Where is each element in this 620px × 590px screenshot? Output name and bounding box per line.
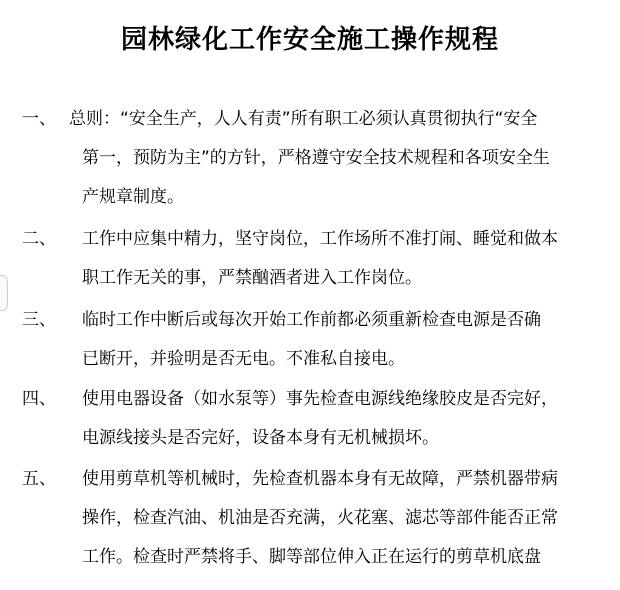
side-handle[interactable]: [0, 275, 8, 311]
section-line: 使用剪草机等机械时，先检查机器本身有无故障，严禁机器带病: [82, 469, 558, 489]
section-line: 已断开，并验明是否无电。不准私自接电。: [82, 349, 405, 369]
section-line: 操作，检查汽油、机油是否充满，火花塞、滤芯等部件能否正常: [82, 508, 558, 528]
section-line: 使用电器设备（如水泵等）事先检查电源线绝缘胶皮是否完好，: [82, 389, 558, 409]
section-line: 工作。检查时严禁将手、脚等部位伸入正在运行的剪草机底盘: [82, 547, 541, 567]
section-line: 临时工作中断后或每次开始工作前都必须重新检查电源是否确: [82, 310, 541, 330]
section-number: 三、: [22, 310, 56, 330]
section-line: 职工作无关的事，严禁酗酒者进入工作岗位。: [82, 268, 422, 288]
section-line: 电源线接头是否完好，设备本身有无机械损坏。: [82, 428, 439, 448]
section-line: 总则：“安全生产，人人有责”所有职工必须认真贯彻执行“安全: [69, 109, 538, 129]
document-title: 园林绿化工作安全施工操作规程: [120, 25, 499, 55]
section-number: 四、: [22, 389, 56, 409]
section-number: 五、: [22, 469, 56, 489]
section-text: [82, 380, 606, 458]
section-line: 工作中应集中精力，坚守岗位，工作场所不准打闹、睡觉和做本: [82, 229, 558, 249]
section-text: [82, 460, 606, 577]
section-text: [82, 301, 606, 379]
section-text: [69, 100, 606, 217]
section-line: 第一，预防为主”的方针，严格遵守安全技术规程和各项安全生: [82, 148, 550, 168]
section-line: 产规章制度。: [82, 187, 184, 207]
section-text: [82, 220, 606, 298]
section-number: 二、: [22, 229, 56, 249]
section-number: 一、: [22, 109, 56, 129]
